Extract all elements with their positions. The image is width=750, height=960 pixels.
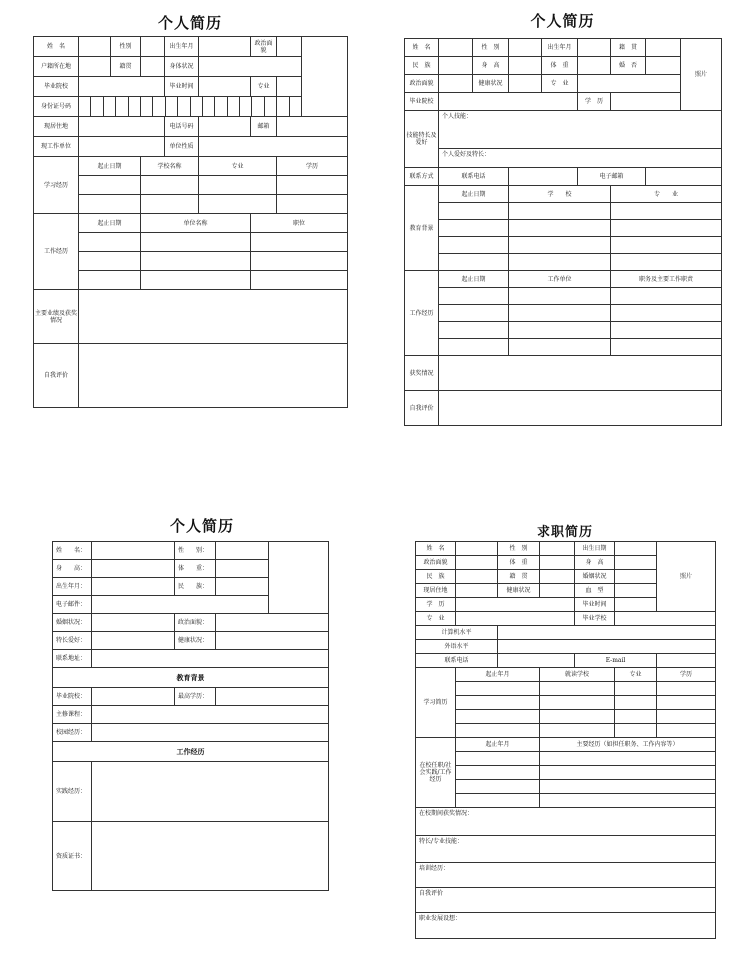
f4-study-cell[interactable] [540, 724, 615, 738]
f2-birth-field[interactable] [578, 39, 611, 57]
f2-contact-label: 联系方式 [405, 168, 439, 186]
f1-name-field[interactable] [79, 37, 111, 57]
f2-work-cell[interactable] [509, 322, 611, 339]
f2-edu-cell[interactable] [439, 237, 509, 254]
f2-work-period-header: 起止日期 [439, 271, 509, 288]
f3-education-header: 教育背景 [53, 668, 329, 688]
f3-birth-label: 出生年月： [53, 578, 92, 596]
f1-achievements-label: 主要业绩及获奖情况 [34, 290, 79, 344]
f4-photo-box[interactable]: 照片 [657, 542, 716, 612]
f1-work-label: 工作经历 [34, 214, 79, 290]
f4-gradschool-label: 毕业学校 [575, 612, 615, 626]
f1-native-field[interactable] [141, 57, 165, 77]
form4-table [415, 541, 716, 939]
f3-email-label: 电子邮件： [53, 596, 92, 614]
f4-study-cell[interactable] [657, 710, 716, 724]
f4-study-cell[interactable] [540, 682, 615, 696]
f1-hukou-label: 户籍所在地 [34, 57, 79, 77]
f1-school-label: 毕业院校 [34, 77, 79, 97]
f1-study-period-header: 起止日期 [79, 157, 141, 176]
f1-study-cell[interactable] [79, 195, 141, 214]
f2-birth-label: 出生年月 [542, 39, 578, 57]
f1-study-cell[interactable] [79, 176, 141, 195]
f1-school-field[interactable] [79, 77, 165, 97]
f2-work-cell[interactable] [509, 305, 611, 322]
f4-education-field[interactable] [456, 598, 575, 612]
f4-name-field[interactable] [456, 542, 498, 556]
f1-selfeval-field[interactable] [79, 344, 348, 408]
f2-edu-cell[interactable] [611, 237, 722, 254]
f3-weight-field[interactable] [216, 560, 269, 578]
f2-edu-cell[interactable] [509, 220, 611, 237]
f3-marital-label: 婚姻状况： [53, 614, 92, 632]
f4-computer-label: 计算机水平 [416, 626, 498, 640]
f2-education-label: 教育背景 [405, 186, 439, 271]
f1-id-label: 身份证号码 [34, 97, 79, 117]
f4-major-label: 专 业 [416, 612, 456, 626]
f1-workunit-field[interactable] [79, 137, 165, 157]
f1-work-cell[interactable] [141, 252, 251, 271]
f4-selfeval-field[interactable]: 自我评价 [416, 888, 716, 913]
f1-photo-box[interactable] [302, 37, 348, 117]
f3-school-label: 毕业院校： [53, 688, 92, 706]
f2-degree-field[interactable] [611, 93, 681, 111]
f2-health-field[interactable] [509, 75, 542, 93]
f2-edu-major-header: 专 业 [611, 186, 722, 203]
f1-work-cell[interactable] [141, 271, 251, 290]
f3-gender-label: 性 别： [175, 542, 216, 560]
f3-politics-field[interactable] [216, 614, 329, 632]
f4-phone-label: 联系电话 [416, 654, 498, 668]
f4-blood-label: 血 型 [575, 584, 615, 598]
f4-study-school-header: 就读学校 [540, 668, 615, 682]
f4-training-field[interactable]: 培训经历： [416, 863, 716, 888]
f1-id-field[interactable] [79, 97, 302, 117]
f4-health-label: 健康状况 [498, 584, 540, 598]
f4-gradtime-label: 毕业时间 [575, 598, 615, 612]
f4-address-field[interactable] [456, 584, 498, 598]
f3-ethnicity-label: 民 族： [175, 578, 216, 596]
f4-politics-field[interactable] [456, 556, 498, 570]
f3-campus-label: 校园经历： [53, 724, 92, 742]
f2-ethnicity-label: 民 族 [405, 57, 439, 75]
f4-study-cell[interactable] [615, 696, 657, 710]
f1-gradtime-label: 毕业时间 [165, 77, 199, 97]
f2-edu-cell[interactable] [439, 254, 509, 271]
f1-gender-label: 性别 [111, 37, 141, 57]
f4-marital-label: 婚姻状况 [575, 570, 615, 584]
f1-selfeval-label: 自我评价 [34, 344, 79, 408]
f4-exp-cell[interactable] [540, 752, 716, 766]
f2-marital-field[interactable] [646, 57, 681, 75]
f4-exp-cell[interactable] [456, 766, 540, 780]
f3-practice-label: 实践经历： [53, 762, 92, 822]
f2-weight-field[interactable] [578, 57, 611, 75]
f1-work-cell[interactable] [251, 271, 348, 290]
f4-ethnicity-field[interactable] [456, 570, 498, 584]
f4-native-label: 籍 贯 [498, 570, 540, 584]
f3-specialty-label: 特长爱好： [53, 632, 92, 650]
f3-degree-field[interactable] [216, 688, 329, 706]
f1-politics-field[interactable] [277, 37, 302, 57]
f4-study-cell[interactable] [657, 682, 716, 696]
f4-native-field[interactable] [540, 570, 575, 584]
f4-study-cell[interactable] [456, 724, 540, 738]
f3-photo-box[interactable] [269, 542, 329, 614]
f2-weight-label: 体 重 [542, 57, 578, 75]
f2-work-cell[interactable] [611, 339, 722, 356]
form2-title: 个人简历 [530, 12, 595, 30]
f4-height-field[interactable] [615, 556, 657, 570]
f2-edu-school-header: 学 校 [509, 186, 611, 203]
f2-email-label: 电子邮箱 [578, 168, 646, 186]
f2-edu-cell[interactable] [509, 203, 611, 220]
f2-school-label: 毕业院校 [405, 93, 439, 111]
f4-major-field[interactable] [456, 612, 575, 626]
f4-study-cell[interactable] [615, 682, 657, 696]
f1-study-cell[interactable] [277, 195, 348, 214]
f2-edu-cell[interactable] [611, 203, 722, 220]
f2-gender-field[interactable] [509, 39, 542, 57]
f2-skills-label: 技能特长及爱好 [405, 111, 439, 168]
f3-politics-label: 政治面貌： [175, 614, 216, 632]
f3-certs-field[interactable] [92, 822, 329, 891]
f4-politics-label: 政治面貌 [416, 556, 456, 570]
f3-email-field[interactable] [92, 596, 269, 614]
f2-native-field[interactable] [646, 39, 681, 57]
f2-work-cell[interactable] [611, 322, 722, 339]
f3-degree-label: 最高学历： [175, 688, 216, 706]
f2-work-cell[interactable] [439, 339, 509, 356]
form4-title: 求职简历 [536, 525, 593, 540]
f4-exp-cell[interactable] [456, 752, 540, 766]
f4-gradtime-field[interactable] [615, 598, 657, 612]
f3-birth-field[interactable] [92, 578, 175, 596]
f4-health-field[interactable] [540, 584, 575, 598]
f4-exp-cell[interactable] [540, 794, 716, 808]
f4-gradschool-field[interactable] [615, 612, 716, 626]
f1-gradtime-field[interactable] [199, 77, 251, 97]
f1-workunit-label: 现工作单位 [34, 137, 79, 157]
f2-photo-box[interactable]: 照片 [681, 39, 722, 111]
f4-height-label: 身 高 [575, 556, 615, 570]
f2-work-cell[interactable] [611, 305, 722, 322]
f2-major-label: 专 业 [542, 75, 578, 93]
f3-marital-field[interactable] [92, 614, 175, 632]
f2-work-cell[interactable] [509, 288, 611, 305]
f4-awards-field[interactable]: 在校期间获奖情况： [416, 808, 716, 836]
f1-work-position-header: 职位 [251, 214, 348, 233]
f2-work-cell[interactable] [439, 305, 509, 322]
f2-edu-cell[interactable] [611, 254, 722, 271]
f1-native-label: 籍贯 [111, 57, 141, 77]
f2-awards-label: 获奖情况 [405, 356, 439, 391]
f2-hobbies-field[interactable]: 个人爱好及特长： [439, 149, 722, 168]
f3-courses-field[interactable] [92, 706, 329, 724]
f4-gender-field[interactable] [540, 542, 575, 556]
f4-exp-period-header: 起止年月 [456, 738, 540, 752]
f3-work-header: 工作经历 [53, 742, 329, 762]
f1-address-field[interactable] [79, 117, 165, 137]
f4-exp-main-header: 主要经历（如担任职务、工作内容等） [540, 738, 716, 752]
f1-study-cell[interactable] [141, 195, 199, 214]
f4-study-cell[interactable] [456, 710, 540, 724]
f3-health-field[interactable] [216, 632, 329, 650]
f1-work-cell[interactable] [141, 233, 251, 252]
f2-work-cell[interactable] [611, 288, 722, 305]
f4-study-cell[interactable] [615, 710, 657, 724]
f1-study-cell[interactable] [199, 195, 277, 214]
f1-health-field[interactable] [199, 57, 302, 77]
f1-work-period-header: 起止日期 [79, 214, 141, 233]
f4-exp-cell[interactable] [456, 794, 540, 808]
f1-work-cell[interactable] [79, 252, 141, 271]
f2-work-cell[interactable] [439, 322, 509, 339]
f2-phone-label: 联系电话 [439, 168, 509, 186]
f4-study-cell[interactable] [540, 696, 615, 710]
f2-degree-label: 学 历 [578, 93, 611, 111]
f2-ethnicity-field[interactable] [439, 57, 473, 75]
f1-birth-field[interactable] [199, 37, 251, 57]
f3-height-field[interactable] [92, 560, 175, 578]
f1-work-cell[interactable] [251, 233, 348, 252]
f1-phone-field[interactable] [199, 117, 251, 137]
f4-career-field[interactable]: 职业发展设想： [416, 913, 716, 939]
f3-address-label: 联系地址： [53, 650, 92, 668]
f2-work-cell[interactable] [509, 339, 611, 356]
f2-school-field[interactable] [439, 93, 578, 111]
f3-address-field[interactable] [92, 650, 329, 668]
f1-hukou-field[interactable] [79, 57, 111, 77]
f4-study-cell[interactable] [657, 724, 716, 738]
f1-study-cell[interactable] [199, 176, 277, 195]
f1-major-field[interactable] [277, 77, 302, 97]
f1-achievements-field[interactable] [79, 290, 348, 344]
f4-weight-label: 体 重 [498, 556, 540, 570]
f4-study-cell[interactable] [456, 696, 540, 710]
f1-work-cell[interactable] [79, 233, 141, 252]
f4-education-label: 学 历 [416, 598, 456, 612]
f4-weight-field[interactable] [540, 556, 575, 570]
f3-school-field[interactable] [92, 688, 175, 706]
f2-health-label: 健康状况 [473, 75, 509, 93]
f4-language-field[interactable] [498, 640, 716, 654]
f4-study-period-header: 起止年月 [456, 668, 540, 682]
f4-study-major-header: 专业 [615, 668, 657, 682]
f1-name-label: 姓 名 [34, 37, 79, 57]
f2-marital-label: 婚 否 [611, 57, 646, 75]
f3-campus-field[interactable] [92, 724, 329, 742]
f4-gender-label: 性 别 [498, 542, 540, 556]
f1-email-label: 邮箱 [251, 117, 277, 137]
f4-study-cell[interactable] [540, 710, 615, 724]
f3-weight-label: 体 重： [175, 560, 216, 578]
form2-table [404, 38, 722, 426]
f1-study-label: 学习经历 [34, 157, 79, 214]
f4-birth-field[interactable] [615, 542, 657, 556]
f2-politics-field[interactable] [439, 75, 473, 93]
f2-name-field[interactable] [439, 39, 473, 57]
f1-phone-label: 电话号码 [165, 117, 199, 137]
f2-work-duty-header: 职务及主要工作职责 [611, 271, 722, 288]
f4-ethnicity-label: 民 族 [416, 570, 456, 584]
f2-name-label: 姓 名 [405, 39, 439, 57]
f4-exp-cell[interactable] [540, 780, 716, 794]
f4-experience-label: 在校任职/社会实践/工作经历 [416, 738, 456, 808]
f4-email-label: E-mail [575, 654, 657, 668]
form1-table [33, 36, 348, 408]
f2-selfeval-field[interactable] [439, 391, 722, 426]
f4-study-degree-header: 学历 [657, 668, 716, 682]
f2-gender-label: 性 别 [473, 39, 509, 57]
f2-selfeval-label: 自我评价 [405, 391, 439, 426]
form3-table [52, 541, 329, 891]
f2-edu-cell[interactable] [509, 237, 611, 254]
f2-height-field[interactable] [509, 57, 542, 75]
f4-phone-field[interactable] [498, 654, 575, 668]
form1-title: 个人简历 [157, 14, 222, 32]
f2-phone-field[interactable] [509, 168, 578, 186]
f4-birth-label: 出生日期 [575, 542, 615, 556]
f3-specialty-field[interactable] [92, 632, 175, 650]
f4-exp-cell[interactable] [540, 766, 716, 780]
f3-certs-label: 资质证书： [53, 822, 92, 891]
f4-exp-cell[interactable] [456, 780, 540, 794]
f1-study-major-header: 专业 [199, 157, 277, 176]
f2-work-cell[interactable] [439, 288, 509, 305]
f1-gender-field[interactable] [141, 37, 165, 57]
f1-address-label: 现居住地 [34, 117, 79, 137]
f1-study-degree-header: 学历 [277, 157, 348, 176]
f4-language-label: 外语水平 [416, 640, 498, 654]
f2-native-label: 籍 贯 [611, 39, 646, 57]
f2-edu-cell[interactable] [509, 254, 611, 271]
f3-courses-label: 主修课程： [53, 706, 92, 724]
f4-email-field[interactable] [657, 654, 716, 668]
f1-health-label: 身体状况 [165, 57, 199, 77]
f2-edu-cell[interactable] [439, 220, 509, 237]
f2-edu-cell[interactable] [611, 220, 722, 237]
f4-study-label: 学习简历 [416, 668, 456, 738]
f2-politics-label: 政治面貌 [405, 75, 439, 93]
f4-name-label: 姓 名 [416, 542, 456, 556]
f1-work-unit-header: 单位名称 [141, 214, 251, 233]
f2-edu-cell[interactable] [439, 203, 509, 220]
form3-title: 个人简历 [169, 517, 234, 535]
f3-name-label: 姓 名： [53, 542, 92, 560]
f1-study-school-header: 学校名称 [141, 157, 199, 176]
f2-work-label: 工作经历 [405, 271, 439, 356]
f2-awards-field[interactable] [439, 356, 722, 391]
f4-marital-field[interactable] [615, 570, 657, 584]
f2-major-field[interactable] [578, 75, 681, 93]
f4-study-cell[interactable] [657, 696, 716, 710]
f3-gender-field[interactable] [216, 542, 269, 560]
f1-birth-label: 出生年月 [165, 37, 199, 57]
f4-address-label: 现居住地 [416, 584, 456, 598]
f2-height-label: 身 高 [473, 57, 509, 75]
f3-ethnicity-field[interactable] [216, 578, 269, 596]
f1-unitnature-label: 单位性质 [165, 137, 199, 157]
f1-email-field[interactable] [277, 117, 348, 137]
f4-study-cell[interactable] [456, 682, 540, 696]
f1-unitnature-field[interactable] [199, 137, 348, 157]
f1-work-cell[interactable] [79, 271, 141, 290]
f4-skills-field[interactable]: 特长/专业技能： [416, 836, 716, 863]
f4-study-cell[interactable] [615, 724, 657, 738]
f1-study-cell[interactable] [141, 176, 199, 195]
f1-politics-label: 政治面貌 [251, 37, 277, 57]
f3-practice-field[interactable] [92, 762, 329, 822]
f2-edu-period-header: 起止日期 [439, 186, 509, 203]
f2-personal-skill-field[interactable]: 个人技能： [439, 111, 722, 149]
f1-work-cell[interactable] [251, 252, 348, 271]
f3-height-label: 身 高： [53, 560, 92, 578]
f1-major-label: 专业 [251, 77, 277, 97]
f3-health-label: 健康状况： [175, 632, 216, 650]
f3-name-field[interactable] [92, 542, 175, 560]
f4-blood-field[interactable] [615, 584, 657, 598]
f2-email-field[interactable] [646, 168, 722, 186]
f4-computer-field[interactable] [498, 626, 716, 640]
f2-work-unit-header: 工作单位 [509, 271, 611, 288]
f1-study-cell[interactable] [277, 176, 348, 195]
